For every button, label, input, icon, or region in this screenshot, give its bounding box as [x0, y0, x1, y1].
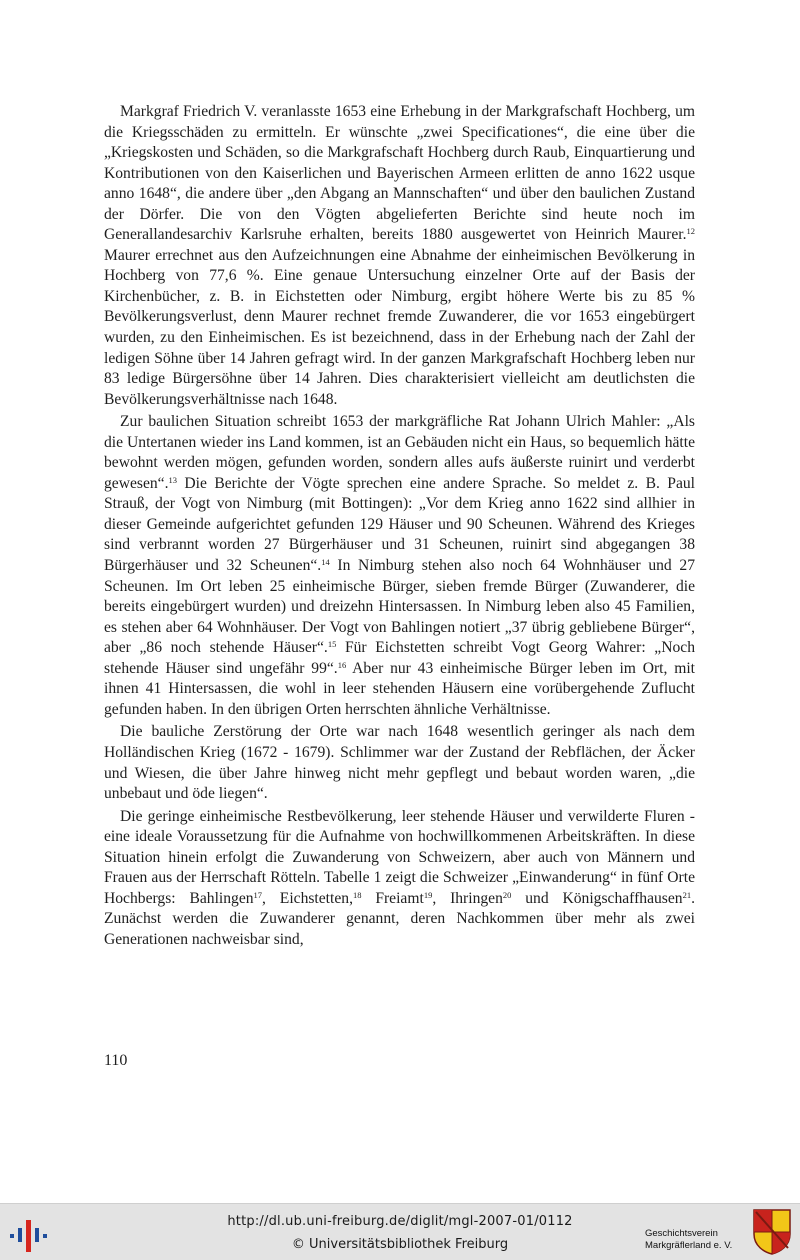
footnote-reference: 19	[423, 889, 433, 900]
paragraph	[104, 102, 695, 410]
text-run: Für Eichstetten schreibt Vogt Georg Wahrer: „Noch stehende Häuser sind ungefähr 99“.	[104, 639, 696, 677]
text-run: Freiamt	[361, 889, 424, 907]
footnote-reference: 13	[168, 474, 178, 485]
page-number: 110	[104, 1052, 128, 1069]
paragraph	[104, 412, 695, 720]
footnote-reference: 17	[253, 889, 263, 900]
text-run: Maurer errechnet aus den Aufzeichnungen eine Abnahme der einheimischen Bevölkerung in Hochberg von 77,6 %. Eine genaue Untersuchung einzelner Orte auf der Basis der Kirchenbücher, z. B. in Eichstetten oder Nimburg, ergibt höhere Werte bis zu 85 % Bevölkerungsverlust, denn Maurer rechnet fremde Zuwanderer, die vor 1653 eingebürgert wurden, zu den Einheimischen. Es ist bezeichnend, dass in der Erhebung nach der Zahl der ledigen Söhne über 14 Jahren gefragt wird. In der ganzen Markgrafschaft Hochberg leben nur 83 ledige Bürgersöhne über 14 Jahren. Dies charakterisiert vielleicht am deutlichsten die Bevölkerungsverhältnisse nach 1648.	[104, 246, 695, 408]
society-name-line2: Markgräflerland e. V.	[645, 1240, 733, 1251]
footnote-reference: 20	[502, 889, 512, 900]
body-text	[104, 102, 695, 950]
text-run: Die geringe einheimische Restbevölkerung, leer stehende Häuser und verwilderte Fluren - eine ideale Voraussetzung für die Aufnahme von hochwillkommenen Arbeitskräften. In diese Situation hinein erfolgt die Zuwanderung von Schweizern, aber auch von Männern und Frauen aus der Herrschaft Rötteln. Tabelle 1 zeigt die Schweizer „Einwanderung“ in fünf Orte Hochbergs: Bahlingen	[104, 807, 695, 907]
society-name	[645, 1228, 750, 1252]
footnote-reference: 16	[337, 659, 347, 670]
footer-url-link[interactable]: http://dl.ub.uni-freiburg.de/diglit/mgl-2007-01/0112	[227, 1214, 573, 1229]
footnote-reference: 21	[682, 889, 692, 900]
text-run: Aber nur 43 einheimische Bürger leben im Ort, mit ihnen 41 Hintersassen, die wohl in leer stehenden Häusern eine vorübergehende Zuflucht gefunden haben. In den übrigen Orten herrschten ähnliche Verhältnisse.	[104, 659, 695, 718]
paragraph	[104, 807, 695, 951]
paragraph	[104, 722, 695, 804]
footer-bar	[0, 1203, 800, 1260]
society-crest-icon	[752, 1208, 792, 1256]
text-run: und Königschaffhausen	[511, 889, 683, 907]
footnote-reference: 18	[352, 889, 362, 900]
text-run: , Eichstetten,	[262, 889, 353, 907]
text-run: Die bauliche Zerstörung der Orte war nach 1648 wesentlich geringer als nach dem Holländischen Krieg (1672 - 1679). Schlimmer war der Zustand der Rebflächen, der Äcker und Wiesen, die über Jahre hinweg nicht mehr gepflegt und bebaut worden waren, „die unbebaut und öde liegen“.	[104, 723, 695, 803]
text-run: In Nimburg stehen also noch 64 Wohnhäuser und 27 Scheunen. Im Ort leben 25 einheimische Bürger, sieben fremde Bürger (Zuwanderer, die bereits eingebürgert wurden) und dreizehn Hintersassen. In Nimburg leben also 45 Familien, es stehen aber 64 Wohnhäuser. Der Vogt von Bahlingen notiert „37 übrig gebliebene Bürger“, aber „86 noch stehende Häuser“.	[104, 557, 695, 657]
text-run: , Ihringen	[432, 889, 503, 907]
text-run: Markgraf Friedrich V. veranlasste 1653 eine Erhebung in der Markgrafschaft Hochberg, um die Kriegsschäden zu ermitteln. Er wünschte „zwei Specificationes“, die eine über die „Kriegskosten und Schäden, so die Markgrafschaft Hochberg durch Raub, Einquartierung und Kontributionen von den Kaiserlichen und Bayerischen Armeen erlitten de anno 1622 usque anno 1648“, die andere über „den Abgang an Mannschaften“ und über den baulichen Zustand der Dörfer. Die von den Vögten abgelieferten Berichte sind heute noch im Generallandesarchiv Karlsruhe erhalten, bereits 1880 ausgewertet von Heinrich Maurer.	[104, 103, 695, 244]
footnote-reference: 15	[327, 639, 337, 650]
text-run: . Zunächst werden die Zuwanderer genannt, deren Nachkommen über mehr als zwei Generationen nachweisbar sind,	[104, 889, 695, 948]
footer-copyright: © Universitätsbibliothek Freiburg	[291, 1237, 509, 1252]
society-name-line1: Geschichtsverein	[645, 1228, 718, 1239]
footnote-reference: 14	[321, 557, 330, 568]
text-run: Zur baulichen Situation schreibt 1653 der markgräfliche Rat Johann Ulrich Mahler: „Als die Untertanen wieder ins Land kommen, ist an Gebäuden nicht ein Haus, so bequemlich hätte bewohnt werden mögen, gefunden worden, sondern alles aufs äußerste ruinirt und verderbt gewesen“.	[104, 413, 695, 492]
text-run: Die Berichte der Vögte sprechen eine andere Sprache. So meldet z. B. Paul Strauß, der Vogt von Nimburg (mit Bottingen): „Vor dem Krieg anno 1622 sind allhier in dieser Gemeinde aufgerichtet gefunden 129 Häuser und 90 Scheunen. Während des Krieges sind verbrannt worden 27 Bürgerhäuser und 31 Scheunen, ruinirt sind abgegangen 38 Bürgerhäuser und 32 Scheunen“.	[104, 474, 695, 575]
footnote-reference: 12	[686, 226, 695, 237]
